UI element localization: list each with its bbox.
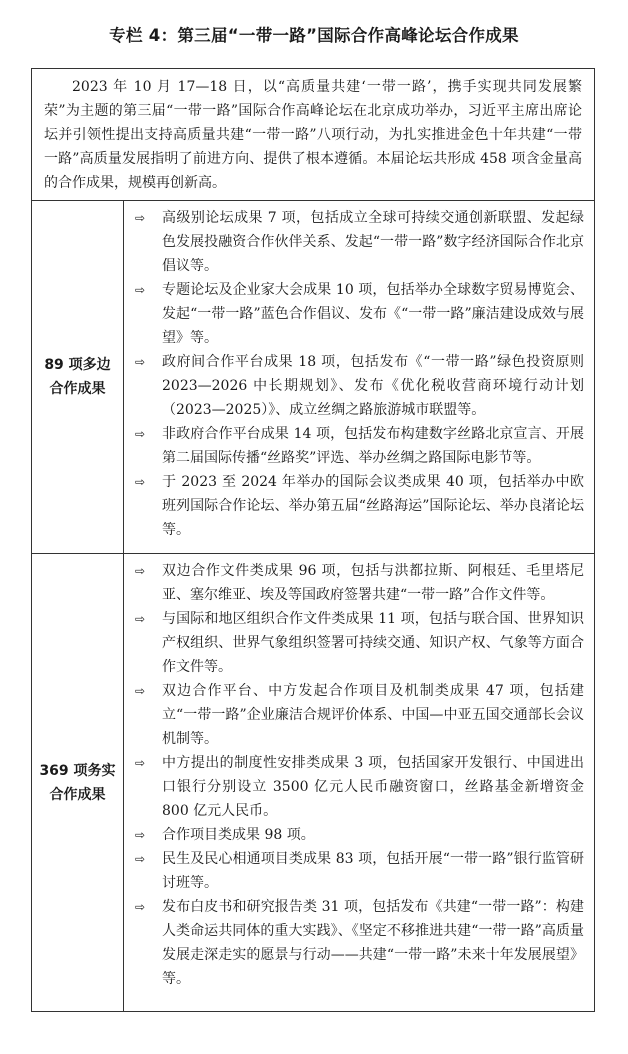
hollow-arrow-bullet-icon: ⇨ bbox=[135, 900, 146, 914]
practical-items bbox=[124, 559, 594, 991]
item-text: 双边合作文件类成果 96 项，包括与洪都拉斯、阿根廷、毛里塔尼亚、塞尔维亚、埃及等国政府签署共建“一带一路”合作文件等。 bbox=[162, 563, 584, 603]
item-text: 合作项目类成果 98 项。 bbox=[162, 827, 315, 843]
hollow-arrow-bullet-icon: ⇨ bbox=[135, 828, 146, 842]
intro-paragraph: 2023 年 10 月 17—18 日，以“高质量共建‘一带一路’，携手实现共同发展繁荣”为主题的第三届“一带一路”国际合作高峰论坛在北京成功举办，习近平主席出席论坛并引领性提出支持高质量共建“一带一路”八项行动，为扎实推进金色十年共建“一带一路”高质量发展指明了前进方向、提供了根本遵循。本届论坛共形成 458 项含金量高的合作成果，规模再创新高。 bbox=[32, 69, 594, 201]
list-item bbox=[124, 350, 594, 422]
list-item bbox=[124, 679, 594, 751]
item-text: 非政府合作平台成果 14 项，包括发布构建数字丝路北京宣言、开展第二届国际传播“丝路奖”评选、举办丝绸之路国际电影节等。 bbox=[162, 426, 584, 466]
column-title: 专栏 4：第三届“一带一路”国际合作高峰论坛合作成果 bbox=[109, 26, 519, 45]
hollow-arrow-bullet-icon: ⇨ bbox=[135, 756, 146, 770]
hollow-arrow-bullet-icon: ⇨ bbox=[135, 355, 146, 369]
hollow-arrow-bullet-icon: ⇨ bbox=[135, 684, 146, 698]
practical-label bbox=[32, 554, 124, 1011]
list-item bbox=[124, 895, 594, 991]
label-line: 合作成果 bbox=[49, 786, 106, 803]
list-item bbox=[124, 751, 594, 823]
list-item bbox=[124, 559, 594, 607]
hollow-arrow-bullet-icon: ⇨ bbox=[135, 564, 146, 578]
hollow-arrow-bullet-icon: ⇨ bbox=[135, 427, 146, 441]
content-table bbox=[31, 68, 595, 1012]
item-text: 与国际和地区组织合作文件类成果 11 项，包括与联合国、世界知识产权组织、世界气象组织签署可持续交通、知识产权、气象等方面合作文件等。 bbox=[162, 611, 584, 675]
item-text: 专题论坛及企业家大会成果 10 项，包括举办全球数字贸易博览会、发起“一带一路”蓝色合作倡议、发布《“一带一路”廉洁建设成效与展望》等。 bbox=[162, 282, 584, 346]
list-item bbox=[124, 422, 594, 470]
list-item bbox=[124, 278, 594, 350]
item-text: 高级别论坛成果 7 项，包括成立全球可持续交通创新联盟、发起绿色发展投融资合作伙伴关系、发起“一带一路”数字经济国际合作北京倡议等。 bbox=[162, 210, 584, 274]
label-line: 合作成果 bbox=[49, 381, 106, 397]
list-item bbox=[124, 206, 594, 278]
list-item bbox=[124, 847, 594, 895]
item-text: 于 2023 至 2024 年举办的国际会议类成果 40 项，包括举办中欧班列国际合作论坛、举办第五届“丝路海运”国际论坛、举办良渚论坛等。 bbox=[162, 474, 584, 538]
item-text: 中方提出的制度性安排类成果 3 项，包括国家开发银行、中国进出口银行分别设立 3500 亿元人民币融资窗口，丝路基金新增资金 800 亿元人民币。 bbox=[162, 755, 584, 819]
item-text: 民生及民心相通项目类成果 83 项，包括开展“一带一路”银行监管研讨班等。 bbox=[162, 851, 584, 891]
item-text: 政府间合作平台成果 18 项，包括发布《“一带一路”绿色投资原则 2023—2026 中长期规划》、发布《优化税收营商环境行动计划（2023—2025）》、成立丝绸之路旅游城市联盟等。 bbox=[162, 354, 584, 418]
multilateral-label bbox=[32, 201, 124, 553]
hollow-arrow-bullet-icon: ⇨ bbox=[135, 612, 146, 626]
item-text: 双边合作平台、中方发起合作项目及机制类成果 47 项，包括建立“一带一路”企业廉洁合规评价体系、中国—中亚五国交通部长会议机制等。 bbox=[162, 683, 584, 747]
hollow-arrow-bullet-icon: ⇨ bbox=[135, 852, 146, 866]
item-text: 发布白皮书和研究报告类 31 项，包括发布《共建“一带一路”：构建人类命运共同体的重大实践》、《坚定不移推进共建“一带一路”高质量发展走深走实的愿景与行动——共建“一带一路”未来十年发展展望》等。 bbox=[162, 899, 584, 987]
multilateral-section bbox=[32, 201, 594, 554]
hollow-arrow-bullet-icon: ⇨ bbox=[135, 475, 146, 489]
hollow-arrow-bullet-icon: ⇨ bbox=[135, 283, 146, 297]
label-line: 369 项务实 bbox=[39, 762, 116, 779]
list-item bbox=[124, 823, 594, 847]
practical-section bbox=[32, 554, 594, 1011]
hollow-arrow-bullet-icon: ⇨ bbox=[135, 211, 146, 225]
multilateral-items bbox=[124, 206, 594, 542]
label-line: 89 项多边 bbox=[44, 357, 111, 373]
list-item bbox=[124, 607, 594, 679]
list-item bbox=[124, 470, 594, 542]
